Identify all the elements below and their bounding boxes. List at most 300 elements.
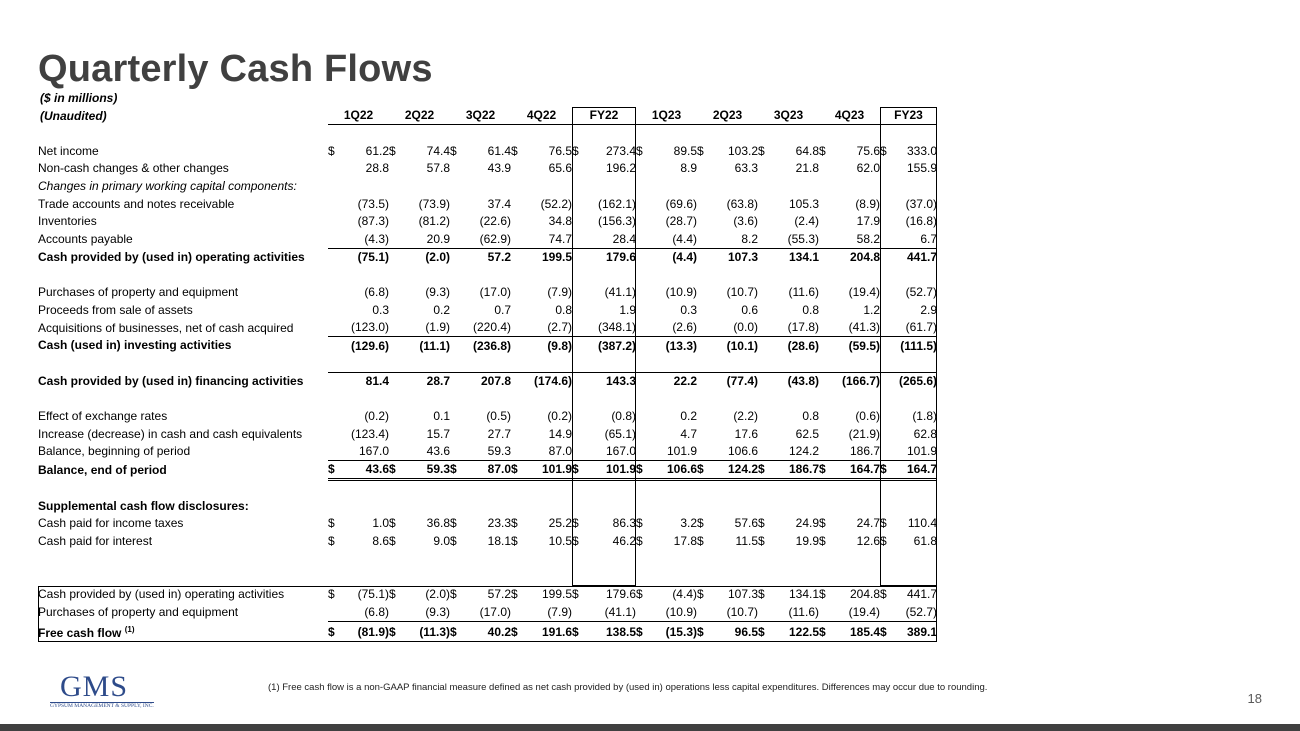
currency-cell — [880, 337, 894, 355]
currency-cell — [572, 604, 586, 622]
currency-cell — [636, 568, 650, 586]
value-cell-1q23: (4.4) — [672, 231, 697, 246]
value-cell-3q22: 27.7 — [487, 426, 511, 441]
row-label — [38, 160, 328, 178]
value-cell-2q23: (2.2) — [733, 409, 758, 424]
value-cell-1q22: (6.8) — [364, 604, 389, 619]
currency-cell — [389, 302, 403, 320]
value-cell-3q23 — [772, 568, 819, 586]
row-label-text: Balance, beginning of period — [38, 444, 191, 459]
currency-cell: $ — [758, 587, 765, 602]
currency-cell: $ — [819, 516, 826, 531]
value-cell-4q23: 164.7 — [833, 461, 880, 480]
value-cell-fy22: (156.3) — [597, 214, 636, 229]
currency-cell — [880, 213, 894, 231]
currency-cell — [636, 195, 650, 213]
value-cell-1q23: 89.5 — [673, 143, 697, 158]
value-cell-4q22: 25.2 — [548, 516, 572, 531]
currency-cell — [572, 231, 586, 249]
value-cell-2q23: 103.2 — [727, 143, 758, 158]
currency-cell — [697, 551, 711, 569]
currency-cell — [758, 408, 772, 426]
currency-cell — [636, 604, 650, 622]
currency-cell — [636, 408, 650, 426]
currency-cell — [758, 480, 772, 498]
currency-cell — [636, 160, 650, 178]
currency-cell: $ — [450, 621, 464, 642]
gms-logo — [50, 672, 160, 712]
currency-cell — [450, 551, 464, 569]
row-label-text: Cash provided by (used in) operating activities — [38, 249, 305, 264]
currency-cell: $ — [389, 461, 403, 480]
currency-cell — [572, 195, 586, 213]
value-cell-3q22: (236.8) — [464, 337, 511, 355]
currency-cell: $ — [572, 516, 579, 531]
currency-cell — [450, 266, 464, 284]
currency-cell — [450, 355, 464, 373]
value-cell-fy23 — [894, 480, 937, 498]
currency-cell — [572, 372, 586, 390]
currency-cell — [328, 497, 342, 515]
value-cell-2q22: 0.2 — [433, 302, 450, 317]
currency-cell — [328, 266, 342, 284]
value-cell-2q22: (11.3) — [403, 621, 450, 642]
currency-cell — [572, 302, 586, 320]
value-cell-fy22: 196.2 — [605, 161, 636, 176]
currency-cell: $ — [328, 516, 335, 531]
currency-cell — [636, 390, 650, 408]
currency-cell — [511, 319, 525, 337]
value-cell-3q23: 124.2 — [788, 444, 819, 459]
value-cell-2q23: 17.6 — [734, 426, 758, 441]
spacer-row — [38, 480, 937, 498]
value-cell-2q22 — [403, 266, 450, 284]
currency-cell — [697, 231, 711, 249]
currency-cell — [636, 284, 650, 302]
value-cell-fy23: 333.0 — [906, 143, 937, 158]
value-cell-3q22: 18.1 — [487, 534, 511, 549]
row-label — [38, 497, 328, 515]
value-cell-3q23: 122.5 — [772, 621, 819, 642]
currency-cell: $ — [328, 461, 342, 480]
currency-cell — [697, 319, 711, 337]
value-cell-4q22: 34.8 — [548, 214, 572, 229]
currency-cell — [880, 551, 894, 569]
currency-cell — [636, 551, 650, 569]
currency-cell: $ — [697, 461, 711, 480]
currency-cell: $ — [880, 621, 894, 642]
table-row — [38, 284, 937, 302]
currency-cell — [328, 425, 342, 443]
currency-cell: $ — [697, 534, 704, 549]
currency-cell: $ — [572, 621, 586, 642]
currency-cell — [328, 551, 342, 569]
value-cell-3q22 — [464, 355, 511, 373]
value-cell-4q23: 17.9 — [856, 214, 880, 229]
currency-cell — [511, 355, 525, 373]
row-label — [38, 568, 328, 586]
value-cell-2q22: 0.1 — [433, 409, 450, 424]
currency-cell — [880, 249, 894, 267]
value-cell-4q22: 199.5 — [541, 587, 572, 602]
value-cell-1q23: (4.4) — [650, 249, 697, 267]
row-label — [38, 461, 328, 480]
value-cell-fy23: (111.5) — [894, 337, 937, 355]
table-row — [38, 604, 937, 622]
currency-cell — [328, 337, 342, 355]
currency-cell — [636, 319, 650, 337]
currency-cell — [511, 604, 525, 622]
currency-cell: $ — [697, 143, 704, 158]
currency-cell — [697, 337, 711, 355]
table-row — [38, 621, 937, 642]
row-label — [38, 390, 328, 408]
value-cell-3q22 — [464, 497, 511, 515]
value-cell-2q22: 28.7 — [403, 372, 450, 390]
value-cell-1q23 — [650, 178, 697, 196]
currency-cell — [389, 249, 403, 267]
value-cell-4q22: (174.6) — [525, 372, 572, 390]
value-cell-1q22: 1.0 — [372, 516, 389, 531]
column-header-2q22: 2Q22 — [389, 107, 450, 125]
row-label-text: Trade accounts and notes receivable — [38, 196, 235, 211]
currency-cell — [511, 337, 525, 355]
value-cell-3q23: 62.5 — [795, 426, 819, 441]
header-row — [38, 107, 937, 125]
value-cell-1q23: 17.8 — [673, 534, 697, 549]
value-cell-4q22 — [525, 390, 572, 408]
value-cell-2q22: 15.7 — [426, 426, 450, 441]
currency-cell — [758, 372, 772, 390]
value-cell-4q22 — [525, 497, 572, 515]
currency-cell — [819, 604, 833, 622]
table-row — [38, 408, 937, 426]
currency-cell: $ — [511, 461, 525, 480]
value-cell-1q22: (0.2) — [364, 409, 389, 424]
currency-cell — [328, 604, 342, 622]
page-number: 18 — [1247, 691, 1262, 706]
value-cell-fy23: 101.9 — [906, 444, 937, 459]
currency-cell: $ — [511, 534, 518, 549]
value-cell-4q22: (0.2) — [547, 409, 572, 424]
value-cell-2q23: 8.2 — [741, 231, 758, 246]
currency-cell — [389, 337, 403, 355]
value-cell-1q23: 106.6 — [650, 461, 697, 480]
currency-cell — [758, 319, 772, 337]
currency-cell — [450, 443, 464, 461]
row-label-text: Net income — [38, 143, 99, 158]
currency-cell — [819, 249, 833, 267]
currency-cell: $ — [511, 516, 518, 531]
table-row — [38, 231, 937, 249]
row-label — [38, 284, 328, 302]
value-cell-fy23: 110.4 — [907, 516, 937, 531]
currency-cell: $ — [389, 587, 396, 602]
currency-cell — [758, 443, 772, 461]
value-cell-fy22 — [586, 355, 636, 373]
value-cell-3q22 — [464, 551, 511, 569]
unaudited-note: (Unaudited) — [40, 109, 107, 123]
logo-tagline: GYPSUM MANAGEMENT & SUPPLY, INC. — [50, 703, 154, 709]
value-cell-2q23 — [711, 355, 758, 373]
currency-cell — [572, 551, 586, 569]
currency-cell — [697, 604, 711, 622]
currency-cell — [819, 355, 833, 373]
table-row — [38, 461, 937, 480]
row-label-text: Purchases of property and equipment — [38, 604, 239, 619]
currency-cell — [511, 390, 525, 408]
currency-cell — [819, 408, 833, 426]
row-label-text: Inventories — [38, 214, 97, 229]
currency-cell — [572, 390, 586, 408]
value-cell-3q23: 134.1 — [788, 587, 819, 602]
value-cell-3q23: 0.8 — [802, 302, 819, 317]
value-cell-4q23 — [833, 266, 880, 284]
value-cell-1q23: 101.9 — [666, 444, 697, 459]
currency-cell: $ — [572, 534, 579, 549]
currency-cell — [572, 355, 586, 373]
value-cell-4q23: (166.7) — [833, 372, 880, 390]
value-cell-4q23 — [833, 568, 880, 586]
currency-cell: $ — [758, 534, 765, 549]
value-cell-4q23: (21.9) — [848, 426, 880, 441]
currency-cell — [758, 213, 772, 231]
currency-cell: $ — [636, 516, 643, 531]
value-cell-3q23: (55.3) — [787, 231, 819, 246]
value-cell-4q22 — [525, 355, 572, 373]
spacer-row — [38, 355, 937, 373]
currency-cell: $ — [819, 587, 826, 602]
value-cell-fy23: 155.9 — [906, 161, 937, 176]
value-cell-4q23: 75.6 — [856, 143, 880, 158]
value-cell-2q23: 57.6 — [734, 516, 758, 531]
value-cell-1q23: 8.9 — [680, 161, 697, 176]
value-cell-4q22: 0.8 — [555, 302, 572, 317]
row-label — [38, 337, 328, 355]
value-cell-2q23 — [711, 266, 758, 284]
value-cell-3q23: (2.4) — [794, 214, 819, 229]
currency-cell — [389, 551, 403, 569]
currency-cell: $ — [819, 143, 826, 158]
value-cell-2q22: (1.9) — [425, 320, 450, 335]
value-cell-4q22: 10.5 — [548, 534, 572, 549]
value-cell-4q23: (8.9) — [855, 196, 880, 211]
value-cell-1q22: 81.4 — [342, 372, 389, 390]
currency-cell — [819, 195, 833, 213]
currency-cell: $ — [511, 143, 518, 158]
currency-cell: $ — [697, 516, 704, 531]
row-label-text: Effect of exchange rates — [38, 409, 168, 424]
value-cell-1q22: (73.5) — [357, 196, 389, 211]
currency-cell — [758, 231, 772, 249]
currency-cell — [511, 249, 525, 267]
table-row — [38, 533, 937, 551]
spacer-row — [38, 390, 937, 408]
currency-cell — [819, 497, 833, 515]
value-cell-2q23: (77.4) — [711, 372, 758, 390]
currency-cell — [328, 178, 342, 196]
table-row — [38, 586, 937, 604]
value-cell-3q23: (11.6) — [788, 285, 819, 300]
currency-cell — [328, 284, 342, 302]
value-cell-fy23: (52.7) — [905, 285, 937, 300]
currency-cell — [511, 195, 525, 213]
row-label-text: Purchases of property and equipment — [38, 285, 239, 300]
value-cell-fy23: (265.6) — [894, 372, 937, 390]
value-cell-1q22: 8.6 — [372, 534, 389, 549]
value-cell-fy22: 101.9 — [586, 461, 636, 480]
value-cell-1q23: 0.2 — [680, 409, 697, 424]
currency-cell — [450, 604, 464, 622]
value-cell-fy23: 164.7 — [894, 461, 937, 480]
value-cell-2q23: 0.6 — [741, 302, 758, 317]
value-cell-1q23: 3.2 — [680, 516, 697, 531]
value-cell-2q22: 9.0 — [433, 534, 450, 549]
currency-cell: $ — [450, 587, 457, 602]
currency-cell: $ — [880, 461, 894, 480]
value-cell-2q23: (10.1) — [711, 337, 758, 355]
value-cell-fy23: 441.7 — [894, 249, 937, 267]
currency-cell — [572, 284, 586, 302]
value-cell-2q23: 107.3 — [727, 587, 758, 602]
row-label-text: Proceeds from sale of assets — [38, 302, 193, 317]
row-label — [38, 372, 328, 390]
currency-cell: $ — [636, 587, 643, 602]
column-header-3q22: 3Q22 — [450, 107, 511, 125]
value-cell-fy23: (37.0) — [905, 196, 937, 211]
currency-cell — [511, 302, 525, 320]
currency-cell — [572, 266, 586, 284]
currency-cell: $ — [328, 621, 342, 642]
units-note: ($ in millions) — [40, 91, 118, 105]
value-cell-3q23 — [772, 390, 819, 408]
row-label — [38, 213, 328, 231]
table-row — [38, 195, 937, 213]
value-cell-fy23 — [894, 497, 937, 515]
currency-cell — [328, 249, 342, 267]
table-row — [38, 142, 937, 160]
column-header-3q23: 3Q23 — [758, 107, 819, 125]
currency-cell — [636, 480, 650, 498]
currency-cell: $ — [819, 621, 833, 642]
currency-cell — [636, 425, 650, 443]
value-cell-3q22 — [464, 480, 511, 498]
value-cell-2q23 — [711, 568, 758, 586]
currency-cell — [697, 480, 711, 498]
value-cell-3q22: (0.5) — [486, 409, 511, 424]
value-cell-2q22 — [403, 390, 450, 408]
currency-cell — [636, 213, 650, 231]
value-cell-1q22: (6.8) — [364, 285, 389, 300]
value-cell-4q23 — [833, 480, 880, 498]
currency-cell — [328, 408, 342, 426]
value-cell-2q23 — [711, 178, 758, 196]
value-cell-3q23 — [772, 178, 819, 196]
currency-cell — [880, 266, 894, 284]
currency-cell — [880, 302, 894, 320]
value-cell-3q22: 57.2 — [464, 249, 511, 267]
currency-cell — [450, 568, 464, 586]
currency-cell — [758, 160, 772, 178]
value-cell-3q23 — [772, 551, 819, 569]
currency-cell — [636, 178, 650, 196]
value-cell-1q23 — [650, 266, 697, 284]
currency-cell — [819, 266, 833, 284]
value-cell-1q22 — [342, 551, 389, 569]
value-cell-3q23: 19.9 — [795, 534, 819, 549]
column-header-4q23: 4Q23 — [819, 107, 880, 125]
value-cell-fy23: (16.8) — [905, 214, 937, 229]
column-header-fy23: FY23 — [880, 107, 937, 125]
value-cell-1q22: (123.0) — [350, 320, 389, 335]
value-cell-4q23 — [833, 178, 880, 196]
currency-cell: $ — [389, 516, 396, 531]
row-label-text: Non-cash changes & other changes — [38, 161, 229, 176]
currency-cell — [389, 355, 403, 373]
table-row — [38, 213, 937, 231]
value-cell-1q23: 4.7 — [680, 426, 697, 441]
currency-cell — [328, 480, 342, 498]
value-cell-1q23 — [650, 390, 697, 408]
value-cell-4q23 — [833, 497, 880, 515]
row-label — [38, 533, 328, 551]
currency-cell — [450, 337, 464, 355]
value-cell-3q22: 37.4 — [487, 196, 511, 211]
currency-cell — [819, 160, 833, 178]
value-cell-1q23 — [650, 497, 697, 515]
value-cell-fy22: (162.1) — [597, 196, 636, 211]
value-cell-4q22 — [525, 568, 572, 586]
currency-cell — [758, 355, 772, 373]
value-cell-2q22 — [403, 568, 450, 586]
value-cell-1q22: (4.3) — [364, 231, 389, 246]
value-cell-2q22: 43.6 — [426, 444, 450, 459]
value-cell-3q23 — [772, 497, 819, 515]
value-cell-4q22: (2.7) — [547, 320, 572, 335]
currency-cell — [758, 551, 772, 569]
currency-cell: $ — [450, 516, 457, 531]
value-cell-4q22: 14.9 — [548, 426, 572, 441]
value-cell-1q22 — [342, 390, 389, 408]
currency-cell — [511, 160, 525, 178]
currency-cell — [636, 337, 650, 355]
value-cell-2q23 — [711, 480, 758, 498]
currency-cell — [758, 604, 772, 622]
row-label — [38, 443, 328, 461]
value-cell-2q22 — [403, 551, 450, 569]
currency-cell — [697, 372, 711, 390]
currency-cell — [819, 390, 833, 408]
value-cell-4q22: (9.8) — [525, 337, 572, 355]
value-cell-1q22: 0.3 — [372, 302, 389, 317]
value-cell-1q23: (28.7) — [665, 214, 697, 229]
row-label — [38, 515, 328, 533]
value-cell-fy23: 2.9 — [920, 302, 937, 317]
value-cell-1q22 — [342, 480, 389, 498]
currency-cell — [328, 355, 342, 373]
value-cell-2q22: 59.3 — [403, 461, 450, 480]
value-cell-fy22 — [586, 568, 636, 586]
value-cell-fy22: 167.0 — [605, 444, 636, 459]
currency-cell — [758, 568, 772, 586]
table-row — [38, 178, 937, 196]
currency-cell: $ — [636, 534, 643, 549]
value-cell-4q22: (7.9) — [547, 285, 572, 300]
currency-cell — [389, 372, 403, 390]
value-cell-4q23: 185.4 — [833, 621, 880, 642]
currency-cell: $ — [389, 621, 403, 642]
currency-cell — [389, 425, 403, 443]
